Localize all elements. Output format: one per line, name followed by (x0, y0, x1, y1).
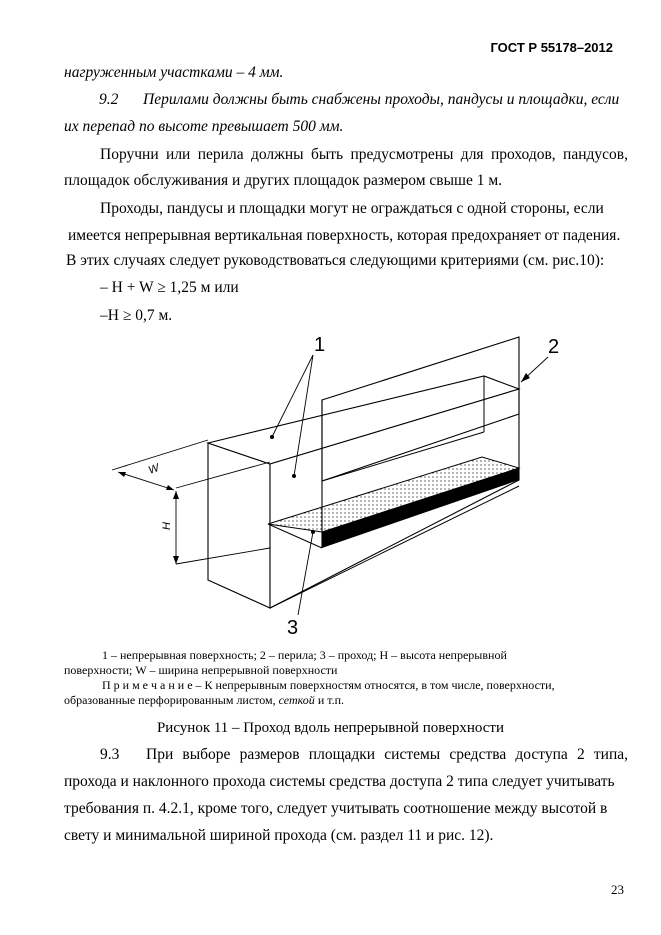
label-3: 3 (287, 617, 299, 639)
figure-note-line-2 (64, 692, 344, 708)
clause-9-2-line-1: Перилами должны быть снабжены проходы, пандусы и площадки, если (143, 91, 620, 108)
dim-w-arrow-1 (118, 472, 126, 477)
document-header: ГОСТ Р 55178–2012 (490, 40, 613, 55)
figure-note-text-italic: сеткой (278, 693, 315, 707)
formula-1-text: – H + W ≥ 1,25 м или (100, 279, 239, 296)
page-number: 23 (611, 882, 624, 897)
leader-1b-dot (292, 474, 296, 478)
clause-9-3-line-3: требования п. 4.2.1, кроме того, следует учитывать соотношение между высотой в (64, 800, 608, 817)
figure-note-text-c: и т.п. (314, 693, 344, 707)
dim-w-line (118, 472, 174, 490)
figure-note-text-a: образованные перфорированным листом, (64, 693, 279, 707)
dim-h-arrow-1 (173, 491, 179, 499)
figure-legend-line-1: 1 – непрерывная поверхность; 2 – перила; 3 – проход; H – высота непрерывной (102, 648, 507, 662)
dim-w-arrow-2 (166, 485, 174, 490)
wall-front-face (208, 443, 270, 608)
clause-number-9-2: 9.2 (99, 91, 119, 108)
clause-9-3-line-2: прохода и наклонного прохода системы средства доступа 2 типа следует учитывать (64, 773, 615, 790)
label-1: 1 (314, 334, 326, 356)
clause-9-3-line-1: При выборе размеров площадки системы средства доступа 2 типа, (146, 746, 628, 763)
figure-caption: Рисунок 11 – Проход вдоль непрерывной поверхности (156, 720, 505, 736)
passage-paragraph-line-2: имеется непрерывная вертикальная поверхность, которая предохраняет от падения. (68, 227, 621, 244)
formula-2: –H ≥ 0,7 м. (100, 307, 173, 324)
figure-continuous-surface-drawing (100, 325, 570, 645)
clause-number-9-3: 9.3 (100, 746, 120, 763)
passage-paragraph-line-1: Проходы, пандусы и площадки могут не ограждаться с одной стороны, если (100, 200, 604, 217)
passage-paragraph-line-3: В этих случаях следует руководствоваться следующими критериями (см. рис.10): (66, 252, 605, 269)
clause-9-3-line-4: свету и минимальной шириной прохода (см. раздел 11 и рис. 12). (64, 827, 494, 844)
clause-9-2-line-2: их перепад по высоте превышает 500 мм. (64, 118, 344, 135)
railing-paragraph-line-1: Поручни или перила должны быть предусмотрены для проходов, пандусов, (100, 146, 628, 163)
dim-h-arrow-2 (173, 556, 179, 564)
dim-h-label: H (161, 522, 173, 530)
dim-w-ext-1 (112, 440, 208, 470)
formula-1 (100, 278, 239, 298)
dim-w-label: W (146, 461, 161, 477)
leader-3-dot (311, 530, 315, 534)
figure-note-line-1: П р и м е ч а н и е – К непрерывным поверхностям относятся, в том числе, поверхности, (102, 678, 555, 692)
leader-1a-dot (270, 435, 274, 439)
label-2: 2 (548, 336, 560, 358)
figure-legend-line-2: поверхности; W – ширина непрерывной поверхности (64, 663, 338, 677)
paragraph-continuation: нагруженным участками – 4 мм. (64, 64, 284, 81)
railing-paragraph-line-2: площадок обслуживания и других площадок размером свыше 1 м. (64, 172, 503, 189)
